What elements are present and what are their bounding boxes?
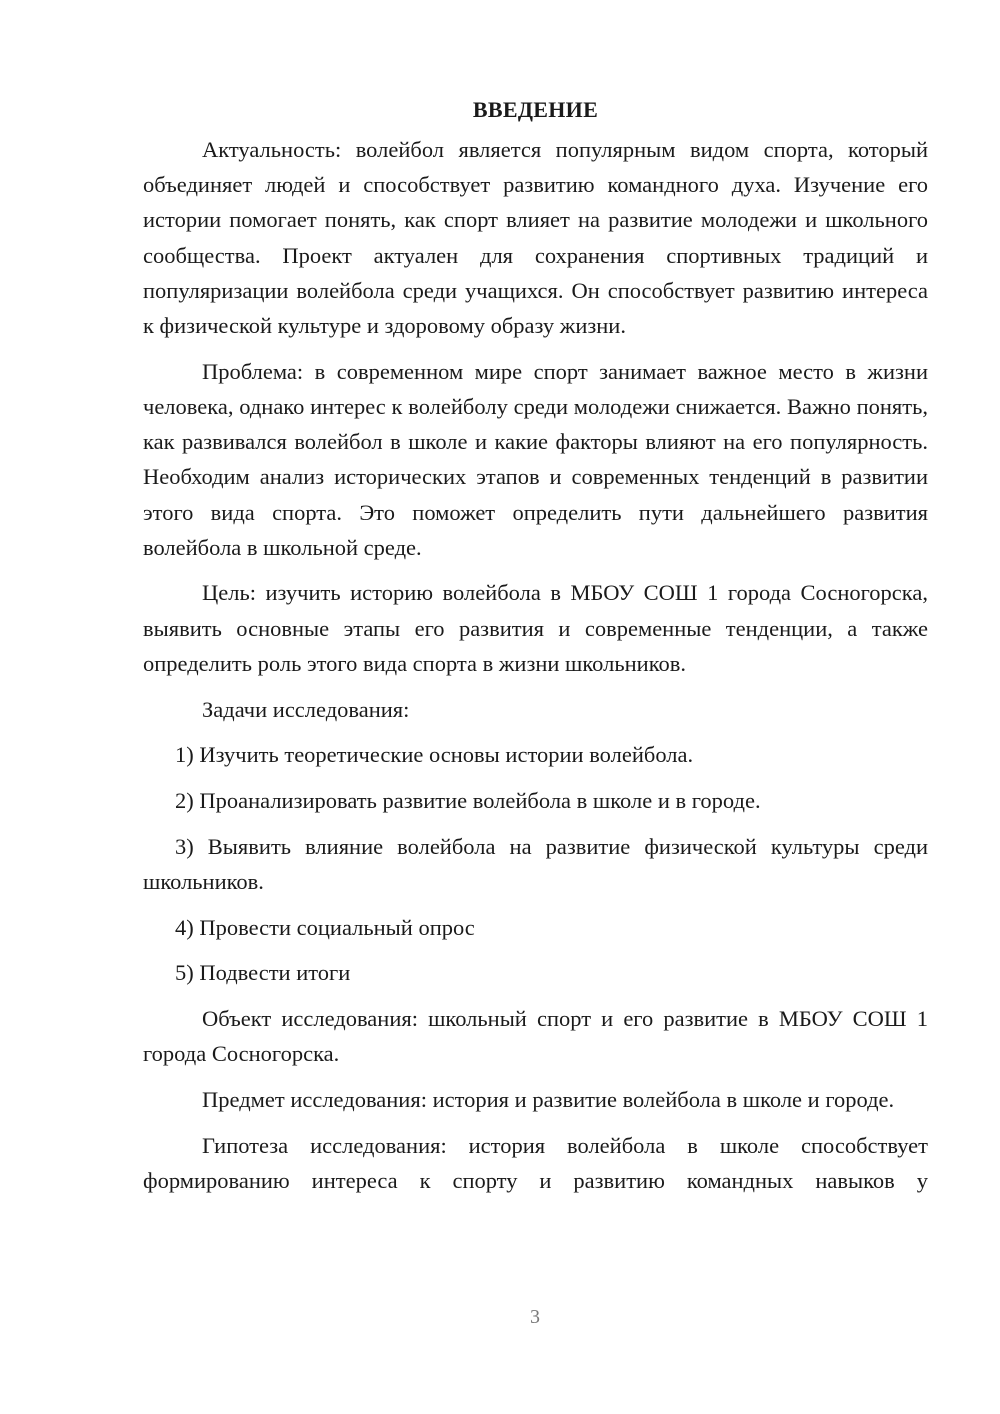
tasks-heading: Задачи исследования: xyxy=(202,696,410,722)
hypothesis-paragraph: Гипотеза исследования: история волейбола в школе способствует формированию интереса к спорту и развитию командных навыков у xyxy=(143,1132,928,1193)
task-item: 1) Изучить теоретические основы истории волейбола. xyxy=(175,742,694,768)
problem-paragraph: Проблема: в современном мире спорт занимает важное место в жизни человека, однако интерес к волейболу среди молодежи снижается. Важно понять, как развивался волейбол в школе и какие факторы влияют на его популярность. Необходим анализ исторических этапов и современных тенденций в развитии этого вида спорта. Это поможет определить пути дальнейшего развития волейбола в школьной среде. xyxy=(143,358,928,560)
relevance-paragraph: Актуальность: волейбол является популярным видом спорта, который объединяет людей и способствует развитию командного духа. Изучение его истории помогает понять, как спорт влияет на развитие молодежи и школьного сообщества. Проект актуален для сохранения спортивных традиций и популяризации волейбола среди учащихся. Он способствует развитию интереса к физической культуре и здоровому образу жизни. xyxy=(143,137,928,339)
task-item: 2) Проанализировать развитие волейбола в школе и в городе. xyxy=(175,787,761,813)
page-number: 3 xyxy=(530,1306,540,1328)
task-item: 5) Подвести итоги xyxy=(175,960,351,986)
section-title: ВВЕДЕНИЕ xyxy=(472,97,599,122)
subject-paragraph: Предмет исследования: история и развитие волейбола в школе и городе. xyxy=(202,1086,895,1112)
task-item: 3) Выявить влияние волейбола на развитие физической культуры среди школьников. xyxy=(143,833,928,894)
task-item: 4) Провести социальный опрос xyxy=(175,914,475,940)
object-paragraph: Объект исследования: школьный спорт и его развитие в МБОУ СОШ 1 города Сосногорска. xyxy=(143,1005,928,1067)
document-page xyxy=(143,96,928,1208)
goal-paragraph: Цель: изучить историю волейбола в МБОУ СОШ 1 города Сосногорска, выявить основные этапы его развития и современные тенденции, а также определить роль этого вида спорта в жизни школьников. xyxy=(143,580,928,676)
